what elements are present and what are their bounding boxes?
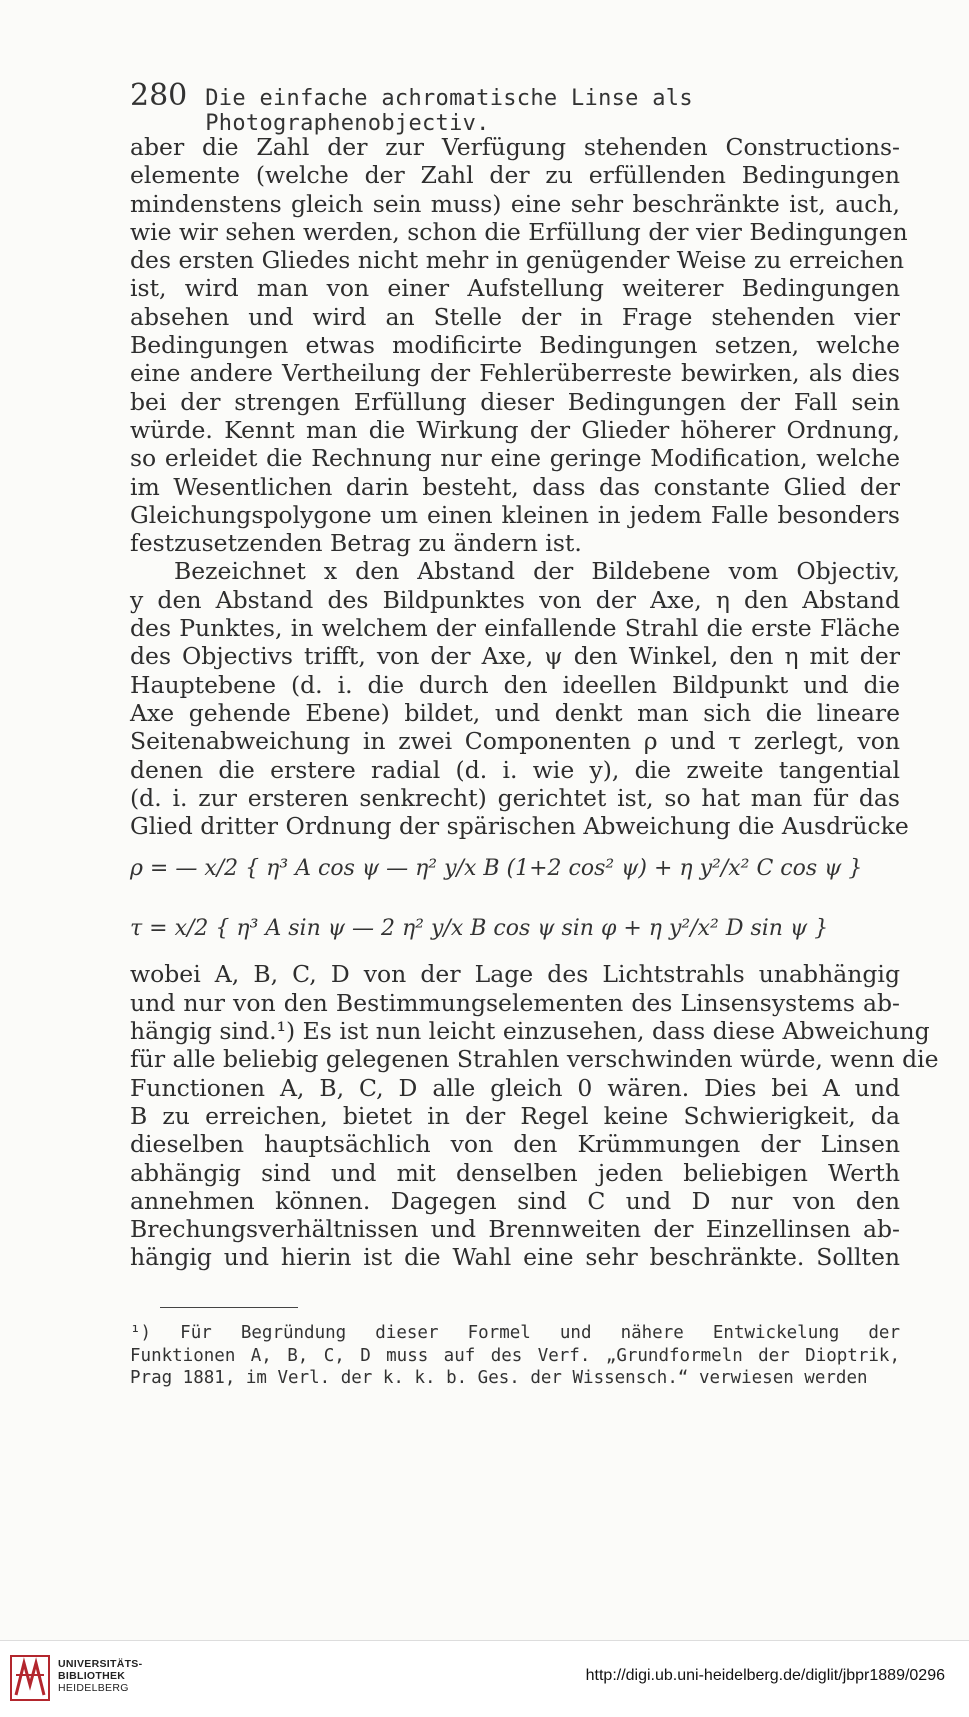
text-line: des Punktes, in welchem der einfallende Strahl die erste Fläche [130, 614, 900, 643]
text-line: Brechungsverhältnissen und Brennweiten der Einzellinsen ab- [130, 1215, 900, 1244]
text-line: aber die Zahl der zur Verfügung stehenden Constructions- [130, 133, 900, 161]
text-line: Bezeichnet x den Abstand der Bildebene vom Objectiv, [174, 557, 900, 586]
text-line: annehmen können. Dagegen sind C und D nur von den [130, 1186, 900, 1215]
library-line: UNIVERSITÄTS- [58, 1658, 143, 1670]
text-line: Axe gehende Ebene) bildet, und denkt man sich die lineare [130, 698, 900, 727]
text-line: mindenstens gleich sein muss) eine sehr beschränkte ist, auch, [130, 189, 900, 218]
text-line: Functionen A, B, C, D alle gleich 0 wären. Dies bei A und [130, 1073, 900, 1102]
text-line: B zu erreichen, bietet in der Regel keine Schwierigkeit, da [130, 1101, 900, 1130]
text-line: elemente (welche der Zahl der zu erfüllenden Bedingungen [130, 161, 900, 190]
page-header [130, 78, 900, 136]
text-line: hängig und hierin ist die Wahl eine sehr beschränkte. Sollten [130, 1243, 900, 1272]
text-line: absehen und wird an Stelle der in Frage stehenden vier [130, 302, 900, 331]
body-text [130, 133, 939, 1272]
formula-tau [130, 900, 900, 960]
viewer-footer [0, 1640, 969, 1717]
library-line: HEIDELBERG [58, 1682, 129, 1694]
text-line: für alle beliebig gelegenen Strahlen verschwinden würde, wenn die [130, 1045, 939, 1074]
formula-tau-text: τ = x/2 { η³ A sin ψ — 2 η² y/x B cos ψ sin φ + η y²/x² D sin ψ } [130, 916, 829, 942]
text-line: wobei A, B, C, D von der Lage des Lichtstrahls unabhängig [130, 960, 900, 989]
text-line: (d. i. zur ersteren senkrecht) gerichtet ist, so hat man für das [130, 783, 900, 812]
text-line: Seitenabweichung in zwei Componenten ρ und τ zerlegt, von [130, 727, 900, 756]
library-line: BIBLIOTHEK [58, 1670, 126, 1682]
footnote [130, 1322, 900, 1390]
text-line: denen die erstere radial (d. i. wie y), die zweite tangential [130, 755, 900, 784]
footnote-line: ¹) Für Begründung dieser Formel und nähere Entwickelung der [130, 1323, 900, 1343]
text-line: im Wesentlichen darin besteht, dass das constante Glied der [130, 472, 900, 501]
footnote-line: Prag 1881, im Verl. der k. k. b. Ges. der Wissensch.“ verwiesen werden [130, 1368, 868, 1388]
page-number: 280 [130, 78, 188, 113]
text-line: würde. Kennt man die Wirkung der Glieder höherer Ordnung, [130, 415, 900, 444]
text-line: y den Abstand des Bildpunktes von der Axe, η den Abstand [130, 585, 900, 614]
footnote-line: Funktionen A, B, C, D muss auf des Verf. „Grundformeln der Dioptrik, [130, 1345, 900, 1366]
text-line: Hauptebene (d. i. die durch den ideellen Bildpunkt und die [130, 670, 900, 699]
running-head: Die einfache achromatische Linse als Photographenobjectiv. [205, 86, 693, 136]
text-line: ist, wird man von einer Aufstellung weiterer Bedingungen [130, 274, 900, 303]
text-line: des Objectivs trifft, von der Axe, ψ den Winkel, den η mit der [130, 642, 900, 671]
text-line: Glied dritter Ordnung der spärischen Abweichung die Ausdrücke [130, 812, 909, 841]
text-line: hängig sind.¹) Es ist nun leicht einzusehen, dass diese Abweichung [130, 1017, 930, 1046]
text-line: wie wir sehen werden, schon die Erfüllung der vier Bedingungen [130, 217, 908, 246]
library-name [58, 1658, 142, 1694]
text-line: Gleichungspolygone um einen kleinen in jedem Falle besonders [130, 500, 900, 529]
permalink-link[interactable]: http://digi.ub.uni-heidelberg.de/diglit/jbpr1889/0296 [585, 1667, 945, 1684]
text-line: so erleidet die Rechnung nur eine geringe Modification, welche [130, 444, 900, 473]
formula-rho-text: ρ = — x/2 { η³ A cos ψ — η² y/x B (1+2 cos² ψ) + η y²/x² C cos ψ } [130, 856, 863, 882]
text-line: des ersten Gliedes nicht mehr in genügender Weise zu erreichen [130, 246, 905, 275]
text-line: Bedingungen etwas modificirte Bedingungen setzen, welche [130, 331, 900, 360]
text-line: eine andere Vertheilung der Fehlerüberreste bewirken, als dies [130, 359, 900, 388]
formula-rho [130, 840, 900, 900]
text-line: bei der strengen Erfüllung dieser Bedingungen der Fall sein [130, 387, 900, 416]
text-line: festzusetzenden Betrag zu ändern ist. [130, 529, 582, 558]
footnote-divider [160, 1307, 298, 1308]
text-line: dieselben hauptsächlich von den Krümmungen der Linsen [130, 1130, 900, 1159]
text-line: abhängig sind und mit denselben jeden beliebigen Werth [130, 1158, 900, 1187]
library-seal-icon [10, 1655, 50, 1701]
text-line: und nur von den Bestimmungselementen des Linsensystems ab- [130, 988, 900, 1017]
